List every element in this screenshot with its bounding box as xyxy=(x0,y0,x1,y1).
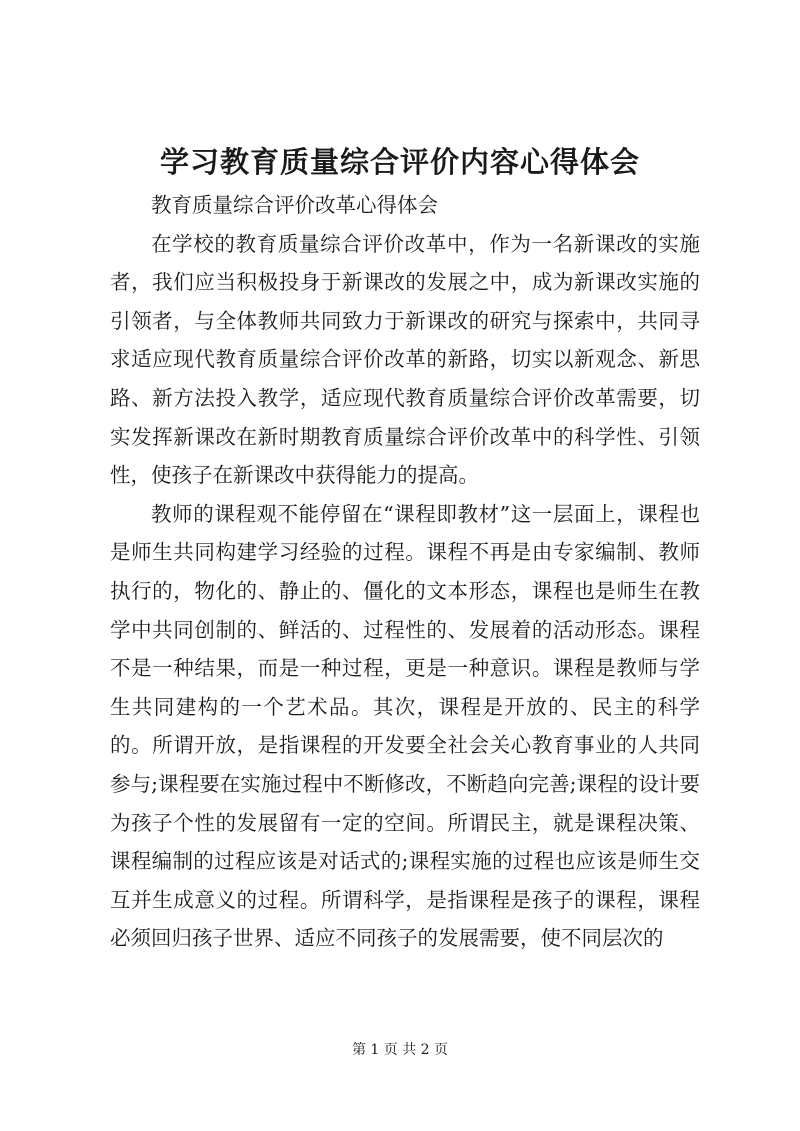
page-footer: 第 1 页 共 2 页 xyxy=(351,1042,449,1058)
body-paragraph: 教师的课程观不能停留在“课程即教材”这一层面上，课程也是师生共同构建学习经验的过程。课程不再是由专家编制、教师执行的，物化的、静止的、僵化的文本形态，课程也是师生在教学中共同创制的、鲜活的、过程性的、发展着的活动形态。课程不是一种结果，而是一种过程，更是一种意识。课程是教师与学生共同建构的一个艺术品。其次，课程是开放的、民主的科学的。所谓开放，是指课程的开发要全社会关心教育事业的人共同参与;课程要在实施过程中不断修改，不断趋向完善;课程的设计要为孩子个性的发展留有一定的空间。所谓民主，就是课程决策、课程编制的过程应该是对话式的;课程实施的过程也应该是师生交互并生成意义的过程。所谓科学，是指课程是孩子的课程，课程必须回归孩子世界、适应不同孩子的发展需要，使不同层次的 xyxy=(110,501,700,951)
body-paragraph: 在学校的教育质量综合评价改革中，作为一名新课改的实施者，我们应当积极投身于新课改的发展之中，成为新课改实施的引领者，与全体教师共同致力于新课改的研究与探索中，共同寻求适应现代教育质量综合评价改革的新路，切实以新观念、新思路、新方法投入教学，适应现代教育质量综合评价改革需要，切实发挥新课改在新时期教育质量综合评价改革中的科学性、引领性，使孩子在新课改中获得能力的提高。 xyxy=(110,231,700,488)
page-title: 学习教育质量综合评价内容心得体会 xyxy=(159,145,640,179)
subtitle-paragraph: 教育质量综合评价改革心得体会 xyxy=(151,193,438,217)
document-body xyxy=(110,186,700,958)
